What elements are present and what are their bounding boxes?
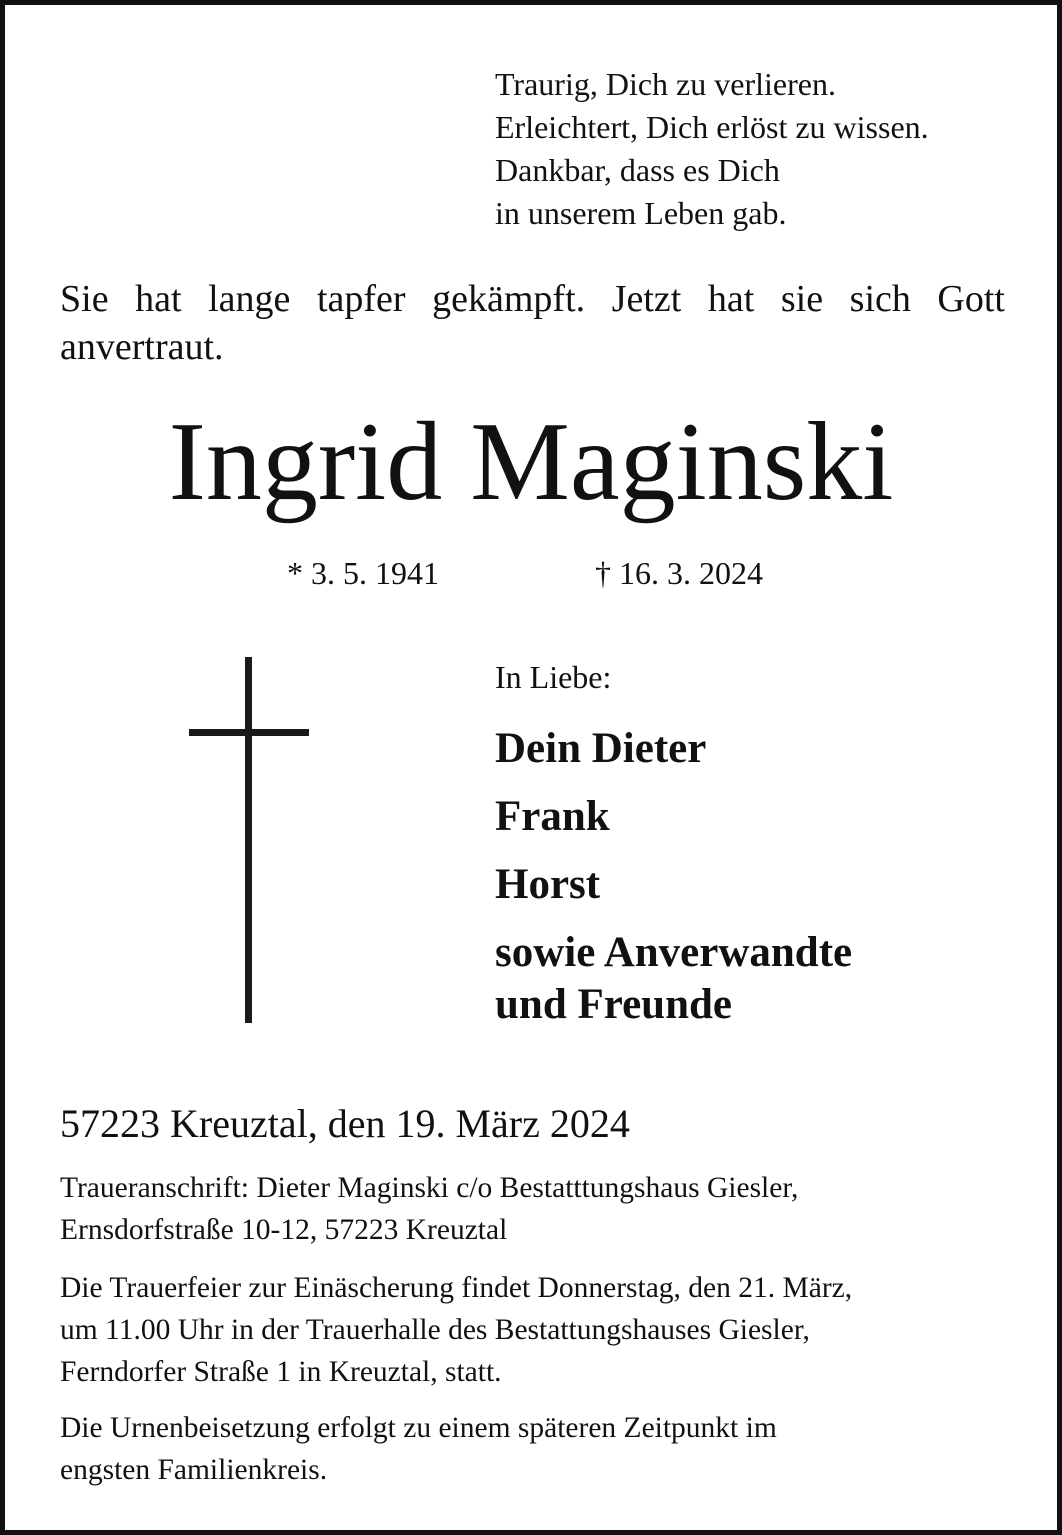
birth-date: * 3. 5. 1941 bbox=[287, 555, 439, 591]
mourning-address bbox=[60, 1167, 1005, 1251]
ceremony-notice-line: um 11.00 Uhr in der Trauerhalle des Bestattungshauses Giesler, bbox=[60, 1314, 810, 1346]
mourning-address-line: Traueranschrift: Dieter Maginski c/o Bestatttungshaus Giesler, bbox=[60, 1172, 799, 1204]
in-love-label: In Liebe: bbox=[495, 659, 612, 695]
ceremony-notice-line: Die Trauerfeier zur Einäscherung findet Donnerstag, den 21. März, bbox=[60, 1272, 853, 1304]
ceremony-notice-line: Ferndorfer Straße 1 in Kreuztal, statt. bbox=[60, 1356, 502, 1388]
mourner-name: Frank bbox=[495, 793, 610, 840]
burial-notice-line: Die Urnenbeisetzung erfolgt zu einem späteren Zeitpunkt im bbox=[60, 1412, 777, 1444]
burial-notice bbox=[60, 1407, 1005, 1491]
deceased-name: Ingrid Maginski bbox=[168, 400, 894, 524]
burial-notice-line: engsten Familienkreis. bbox=[60, 1454, 328, 1486]
mourning-address-line: Ernsdorfstraße 10-12, 57223 Kreuztal bbox=[60, 1214, 508, 1246]
death-date: † 16. 3. 2024 bbox=[595, 555, 763, 591]
poem-line: in unserem Leben gab. bbox=[495, 195, 787, 231]
poem-line: Erleichtert, Dich erlöst zu wissen. bbox=[495, 109, 929, 145]
cross-icon-horizontal-bar bbox=[189, 729, 309, 736]
mourner-name: Horst bbox=[495, 861, 601, 908]
place-and-date: 57223 Kreuztal, den 19. März 2024 bbox=[60, 1101, 630, 1146]
mourner-others bbox=[495, 927, 1035, 1031]
mourner-others-line: und Freunde bbox=[495, 981, 732, 1028]
mourner-name: Dein Dieter bbox=[495, 725, 707, 772]
intro-text: Sie hat lange tapfer gekämpft. Jetzt hat sie sich Gott anvertraut. bbox=[60, 278, 1005, 368]
cross-icon-vertical-bar bbox=[245, 657, 252, 1023]
ceremony-notice bbox=[60, 1267, 1005, 1393]
mourner-list bbox=[495, 723, 1035, 1047]
poem-line: Dankbar, dass es Dich bbox=[495, 152, 780, 188]
poem-line: Traurig, Dich zu verlieren. bbox=[495, 66, 836, 102]
mourner-others-line: sowie Anverwandte bbox=[495, 929, 853, 976]
poem bbox=[495, 63, 1015, 235]
